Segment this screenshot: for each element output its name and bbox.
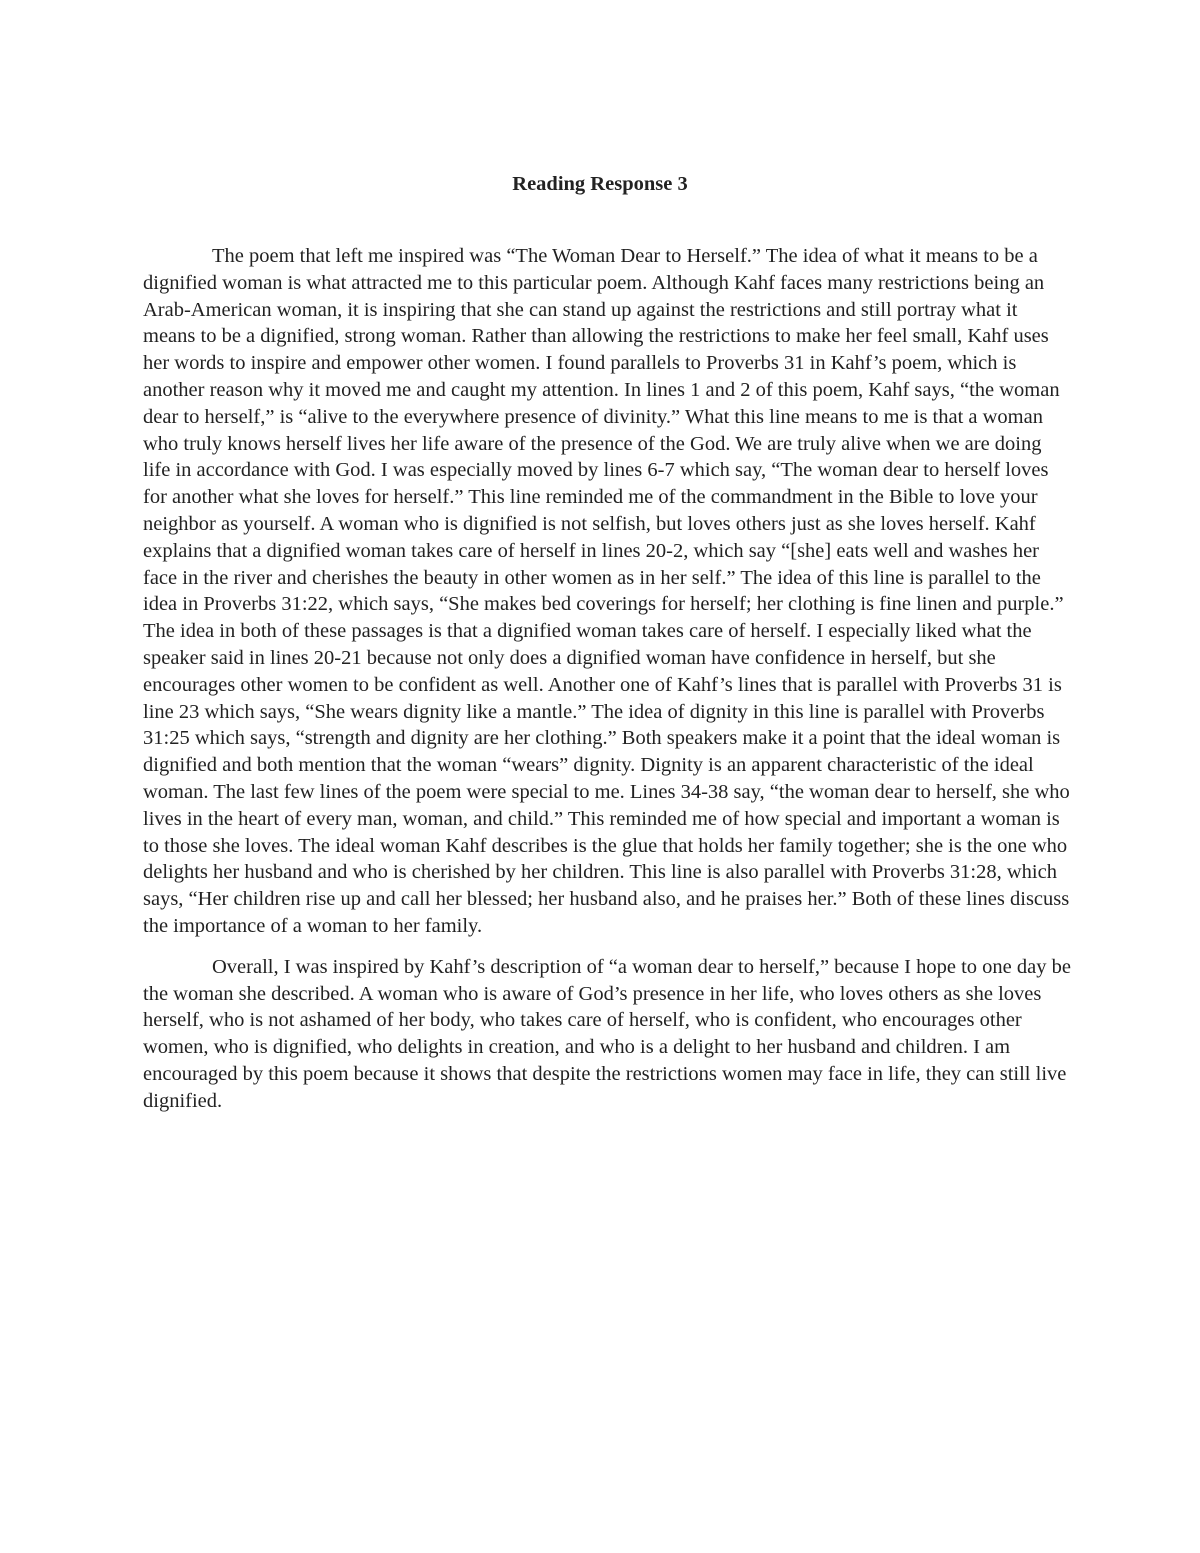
document-title: Reading Response 3: [512, 173, 688, 195]
paragraph-1: The poem that left me inspired was “The Woman Dear to Herself.” The idea of what it means to be a dignified woman is what attracted me to this particular poem. Although Kahf faces many restrictions being an Arab-American woman, it is inspiring that she can stand up against the restrictions and still portray what it means to be a dignified, strong woman. Rather than allowing the restrictions to make her feel small, Kahf uses her words to inspire and empower other women. I found parallels to Proverbs 31 in Kahf’s poem, which is another reason why it moved me and caught my attention. In lines 1 and 2 of this poem, Kahf says, “the woman dear to herself,” is “alive to the everywhere presence of divinity.” What this line means to me is that a woman who truly knows herself lives her life aware of the presence of the God. We are truly alive when we are doing life in accordance with God. I was especially moved by lines 6-7 which say, “The woman dear to herself loves for another what she loves for herself.” This line reminded me of the commandment in the Bible to love your neighbor as yourself. A woman who is dignified is not selfish, but loves others just as she loves herself. Kahf explains that a dignified woman takes care of herself in lines 20-2, which say “[she] eats well and washes her face in the river and cherishes the beauty in other women as in her self.” The idea of this line is parallel to the idea in Proverbs 31:22, which says, “She makes bed coverings for herself; her clothing is fine linen and purple.” The idea in both of these passages is that a dignified woman takes care of herself. I especially liked what the speaker said in lines 20-21 because not only does a dignified woman have confidence in herself, but she encourages other women to be confident as well. Another one of Kahf’s lines that is parallel with Proverbs 31 is line 23 which says, “She wears dignity like a mantle.” The idea of dignity in this line is parallel with Proverbs 31:25 which says, “strength and dignity are her clothing.” Both speakers make it a point that the ideal woman is dignified and both mention that the woman “wears” dignity. Dignity is an apparent characteristic of the ideal woman. The last few lines of the poem were special to me. Lines 34-38 say, “the woman dear to herself, she who lives in the heart of every man, woman, and child.” This reminded me of how special and important a woman is to those she loves. The ideal woman Kahf describes is the glue that holds her family together; she is the one who delights her husband and who is cherished by her children. This line is also parallel with Proverbs 31:28, which says, “Her children rise up and call her blessed; her husband also, and he praises her.” Both of these lines discuss the importance of a woman to her family.: [143, 245, 1070, 937]
paragraph-2: Overall, I was inspired by Kahf’s description of “a woman dear to herself,” because I hope to one day be the woman she described. A woman who is aware of God’s presence in her life, who loves others as she loves herself, who is not ashamed of her body, who takes care of herself, who is confident, who encourages other women, who is dignified, who delights in creation, and who is a delight to her husband and children. I am encouraged by this poem because it shows that despite the restrictions women may face in life, they can still live dignified.: [143, 955, 1071, 1112]
document-body: [143, 243, 1071, 1115]
